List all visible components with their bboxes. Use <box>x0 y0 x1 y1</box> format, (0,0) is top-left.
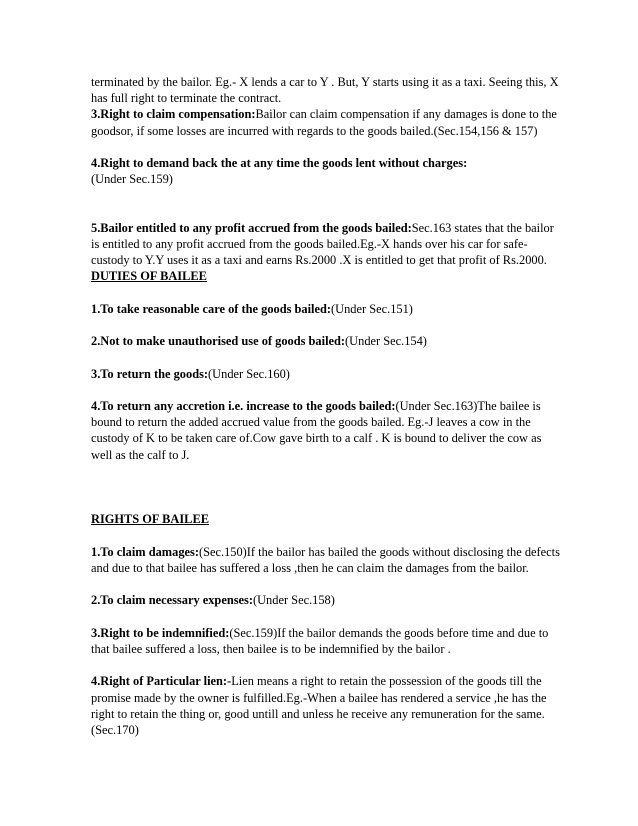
right-item <box>91 625 561 657</box>
section-heading-duties: DUTIES OF BAILEE <box>91 269 207 284</box>
right-heading: 3.Right to be indemnified: <box>91 625 230 640</box>
paragraph-terminate <box>91 74 561 106</box>
paragraph-heading: 5.Bailor entitled to any profit accrued from the goods bailed: <box>91 220 412 235</box>
right-item <box>91 592 561 608</box>
duty-item <box>91 301 561 317</box>
paragraph-demand-back <box>91 155 561 187</box>
paragraph-profit <box>91 220 561 269</box>
right-text: (Under Sec.158) <box>252 593 335 608</box>
section-heading-rights: RIGHTS OF BAILEE <box>91 512 209 527</box>
duty-text: (Under Sec.163)The bailee is bound to return the added accrued value from the goods bailed. Eg.-J leaves a cow in the custody of K to be taken care of.Cow gave birth to a calf . K is bound to deliver the cow as well as the calf to J. <box>91 398 542 462</box>
duty-item <box>91 398 561 463</box>
duty-text: (Under Sec.154) <box>345 334 427 349</box>
spacer <box>91 204 561 220</box>
paragraph-heading: 3.Right to claim compensation: <box>91 107 256 122</box>
right-heading: 4.Right of Particular lien:- <box>91 674 232 689</box>
paragraph-heading: 4.Right to demand back the at any time the goods lent without charges: <box>91 156 468 170</box>
duty-text: (Under Sec.160) <box>208 366 290 381</box>
duty-heading: 3.To return the goods: <box>91 366 209 381</box>
paragraph-text: Bailor can claim compensation if any damages is done to the goodsor, if some losses are incurred with regards to the goods bailed.(Sec.154,156 & 157) <box>91 107 557 138</box>
paragraph-compensation <box>91 106 561 138</box>
right-text: (Sec.159)If the bailor demands the goods before time and due to that bailee suffered a loss, then bailee is to be indemnified by the bailor . <box>91 625 549 656</box>
paragraph-text: (Under Sec.159) <box>91 172 173 187</box>
right-text: (Sec.150)If the bailor has bailed the goods without disclosing the defects and due to that bailee has suffered a loss ,then he can claim the damages from the bailor. <box>91 544 560 575</box>
right-text: Lien means a right to retain the possession of the goods till the promise made by the owner is fulfilled.Eg.-When a bailee has rendered a service ,he has the right to retain the thing or, good untill and unless he receive any remuneration for the same.(Sec.170) <box>91 674 547 737</box>
paragraph-text: terminated by the bailor. Eg.- X lends a car to Y . But, Y starts using it as a taxi. Seeing this, X has full right to terminate the contract. <box>91 75 559 106</box>
right-heading: 1.To claim damages: <box>91 544 199 559</box>
duty-heading: 4.To return any accretion i.e. increase to the goods bailed: <box>91 398 396 413</box>
document-page <box>91 74 561 738</box>
paragraph-text: Sec.163 states that the bailor is entitled to any profit accrued from the goods bailed.Eg.-X hands over his car for safe-custody to Y.Y uses it as a taxi and earns Rs.2000 .X is entitled to get that profit of Rs.2000. <box>91 220 554 268</box>
duty-text: (Under Sec.151) <box>331 301 413 316</box>
duty-item <box>91 366 561 382</box>
duty-item <box>91 333 561 349</box>
spacer <box>91 479 561 511</box>
right-heading: 2.To claim necessary expenses: <box>91 593 253 608</box>
duty-heading: 1.To take reasonable care of the goods bailed: <box>91 301 332 316</box>
right-item <box>91 673 561 738</box>
right-item <box>91 544 561 576</box>
duty-heading: 2.Not to make unauthorised use of goods bailed: <box>91 334 346 349</box>
